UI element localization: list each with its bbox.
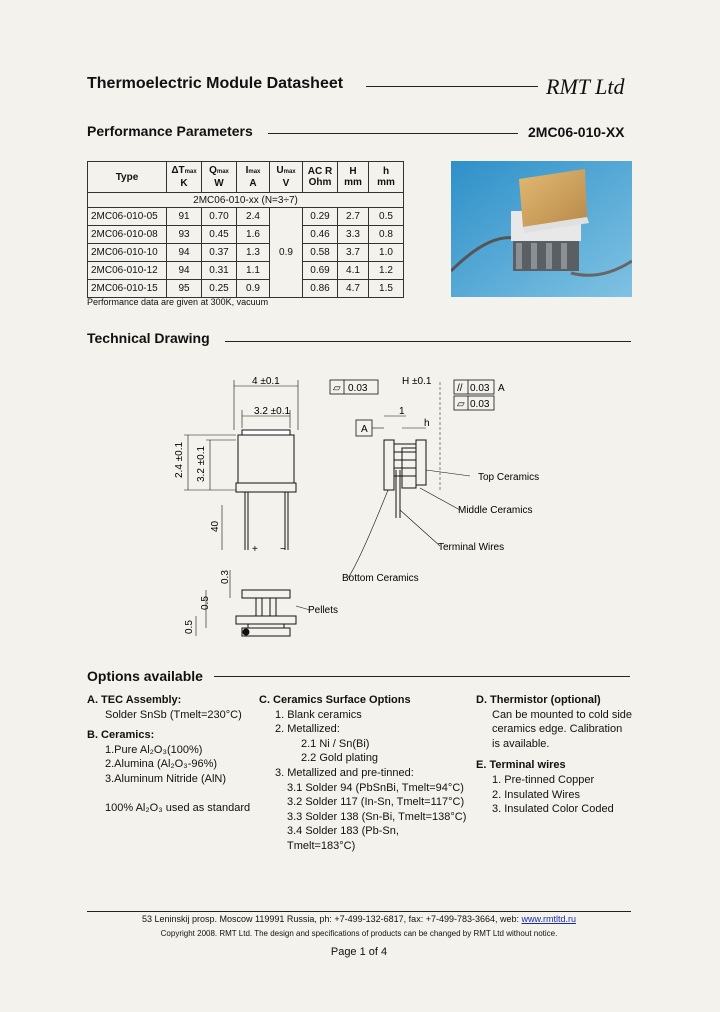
options-rule	[214, 676, 630, 677]
label-middle-ceramics: Middle Ceramics	[458, 505, 533, 516]
footer-copyright: Copyright 2008. RMT Ltd. The design and specifications of products can be changed by RMT Ltd without notice.	[160, 929, 558, 938]
options-col-1	[87, 693, 257, 815]
dim-4: 4 ±0.1	[252, 376, 280, 387]
tol-flatness-symbol: ⏥	[333, 383, 341, 394]
dim-lead: 40	[210, 520, 221, 532]
options-col-2	[259, 693, 469, 854]
document-title: Thermoelectric Module Datasheet	[87, 75, 344, 92]
tol-flatness2-symbol: ⏥	[457, 399, 465, 410]
opt-a-title: A. TEC Assembly:	[87, 694, 182, 706]
dim-0-5-top: 0.5	[200, 596, 211, 610]
dim-3-2-top: 3.2 ±0.1	[254, 406, 291, 417]
col-qmax: Qmax W	[202, 162, 237, 193]
opt-c-title: C. Ceramics Surface Options	[259, 694, 411, 706]
product-photo	[451, 161, 632, 297]
footer-rule	[87, 911, 631, 912]
opt-b-2: 2.Alumina (Al₂O₃-96%)	[105, 758, 218, 771]
dim-H: H ±0.1	[402, 376, 432, 387]
opt-e-2: 2. Insulated Wires	[492, 788, 581, 801]
technical-drawing	[170, 370, 600, 655]
tol-parallel-symbol: //	[457, 383, 463, 394]
header-rule	[366, 86, 538, 87]
opt-c-3-3: 3.3 Solder 138 (Sn-Bi, Tmelt=138°C)	[287, 810, 467, 823]
table-row: 2MC06-010-08 93 0.45 1.6 0.46 3.3 0.8	[88, 226, 404, 244]
dim-h: h	[424, 418, 430, 429]
opt-c-3-4: 3.4 Solder 183 (Pb-Sn, Tmelt=183°C)	[287, 825, 399, 852]
opt-d-title: D. Thermistor (optional)	[476, 694, 601, 706]
table-header-row	[88, 162, 404, 193]
performance-note: Performance data are given at 300K, vacuum	[87, 297, 269, 307]
dim-0-5-bottom: 0.5	[184, 620, 195, 634]
tol-parallel-ref: A	[498, 383, 505, 394]
dim-2-4: 2.4 ±0.1	[174, 441, 185, 478]
performance-table	[87, 161, 404, 298]
opt-c-2: 2. Metallized:	[275, 723, 340, 736]
website-link[interactable]: www.rmtltd.ru	[521, 914, 577, 924]
tol-flatness2-value: 0.03	[470, 399, 490, 410]
opt-e-title: E. Terminal wires	[476, 759, 566, 772]
drawing-rule	[225, 341, 631, 342]
page-number: Page 1 of 4	[330, 946, 388, 958]
datum-a: A	[361, 424, 368, 435]
footer-address: 53 Leninskij prosp. Moscow 119991 Russia, ph: +7-499-132-6817, fax: +7-499-783-3664, web: www.rmtltd.ru	[141, 914, 577, 924]
tol-flatness-value: 0.03	[348, 383, 368, 394]
model-number: 2MC06-010-XX	[528, 124, 625, 140]
table-row: 2MC06-010-05 91 0.70 2.4 0.9 0.29 2.7 0.5	[88, 208, 404, 226]
opt-e-3: 3. Insulated Color Coded	[492, 803, 614, 816]
label-bottom-ceramics: Bottom Ceramics	[342, 573, 419, 584]
label-terminal-wires: Terminal Wires	[438, 542, 505, 553]
label-top-ceramics: Top Ceramics	[478, 472, 540, 483]
opt-d-3: is available.	[492, 737, 550, 750]
table-row: 2MC06-010-12 94 0.31 1.1 0.69 4.1 1.2	[88, 262, 404, 280]
opt-c-3-2: 3.2 Solder 117 (In-Sn, Tmelt=117°C)	[287, 796, 465, 809]
table-group-row	[88, 193, 404, 208]
drawing-heading: Technical Drawing	[87, 330, 210, 346]
opt-c-2-1: 2.1 Ni / Sn(Bi)	[301, 737, 370, 750]
opt-d-1: Can be mounted to cold side	[492, 708, 633, 721]
performance-heading: Performance Parameters	[87, 123, 253, 139]
opt-c-3: 3. Metallized and pre-tinned:	[275, 766, 414, 779]
group-label: 2MC06-010-xx (N=3÷7)	[88, 193, 404, 208]
opt-e-1: 1. Pre-tinned Copper	[492, 773, 595, 786]
umax-shared: 0.9	[270, 208, 303, 298]
col-H: H mm	[338, 162, 369, 193]
options-heading: Options available	[87, 668, 203, 684]
opt-c-3-1: 3.1 Solder 94 (PbSnBi, Tmelt=94°C)	[287, 781, 464, 794]
tol-parallel-value: 0.03	[470, 383, 490, 394]
table-row: 2MC06-010-10 94 0.37 1.3 0.58 3.7 1.0	[88, 244, 404, 262]
dim-1: 1	[399, 406, 405, 417]
col-imax: Imax A	[237, 162, 270, 193]
plus-sign: +	[252, 544, 258, 555]
opt-c-1: 1. Blank ceramics	[275, 708, 362, 721]
col-dtmax: ΔTmax K	[167, 162, 202, 193]
col-acr: AC R Ohm	[303, 162, 338, 193]
options-col-3	[476, 693, 636, 817]
col-umax: Umax V	[270, 162, 303, 193]
brand-logo: RMT Ltd	[546, 74, 625, 99]
opt-b-4: 100% Al₂O₃ used as standard	[105, 801, 251, 814]
opt-b-title: B. Ceramics:	[87, 729, 155, 742]
col-h: h mm	[369, 162, 404, 193]
dim-0-3: 0.3	[220, 570, 231, 584]
opt-b-1: 1.Pure Al₂O₃(100%)	[105, 743, 203, 756]
opt-a-1: Solder SnSb (Tmelt=230°C)	[105, 708, 242, 721]
performance-rule	[268, 133, 518, 134]
table-row: 2MC06-010-15 95 0.25 0.9 0.86 4.7 1.5	[88, 280, 404, 298]
label-pellets: Pellets	[308, 605, 339, 616]
opt-c-2-2: 2.2 Gold plating	[301, 752, 379, 765]
dim-3-2-side: 3.2 ±0.1	[196, 445, 207, 482]
minus-sign: −	[280, 544, 286, 555]
opt-d-2: ceramics edge. Calibration	[492, 723, 623, 736]
col-type: Type	[88, 162, 167, 193]
opt-b-3: 3.Aluminum Nitride (AlN)	[105, 772, 227, 785]
